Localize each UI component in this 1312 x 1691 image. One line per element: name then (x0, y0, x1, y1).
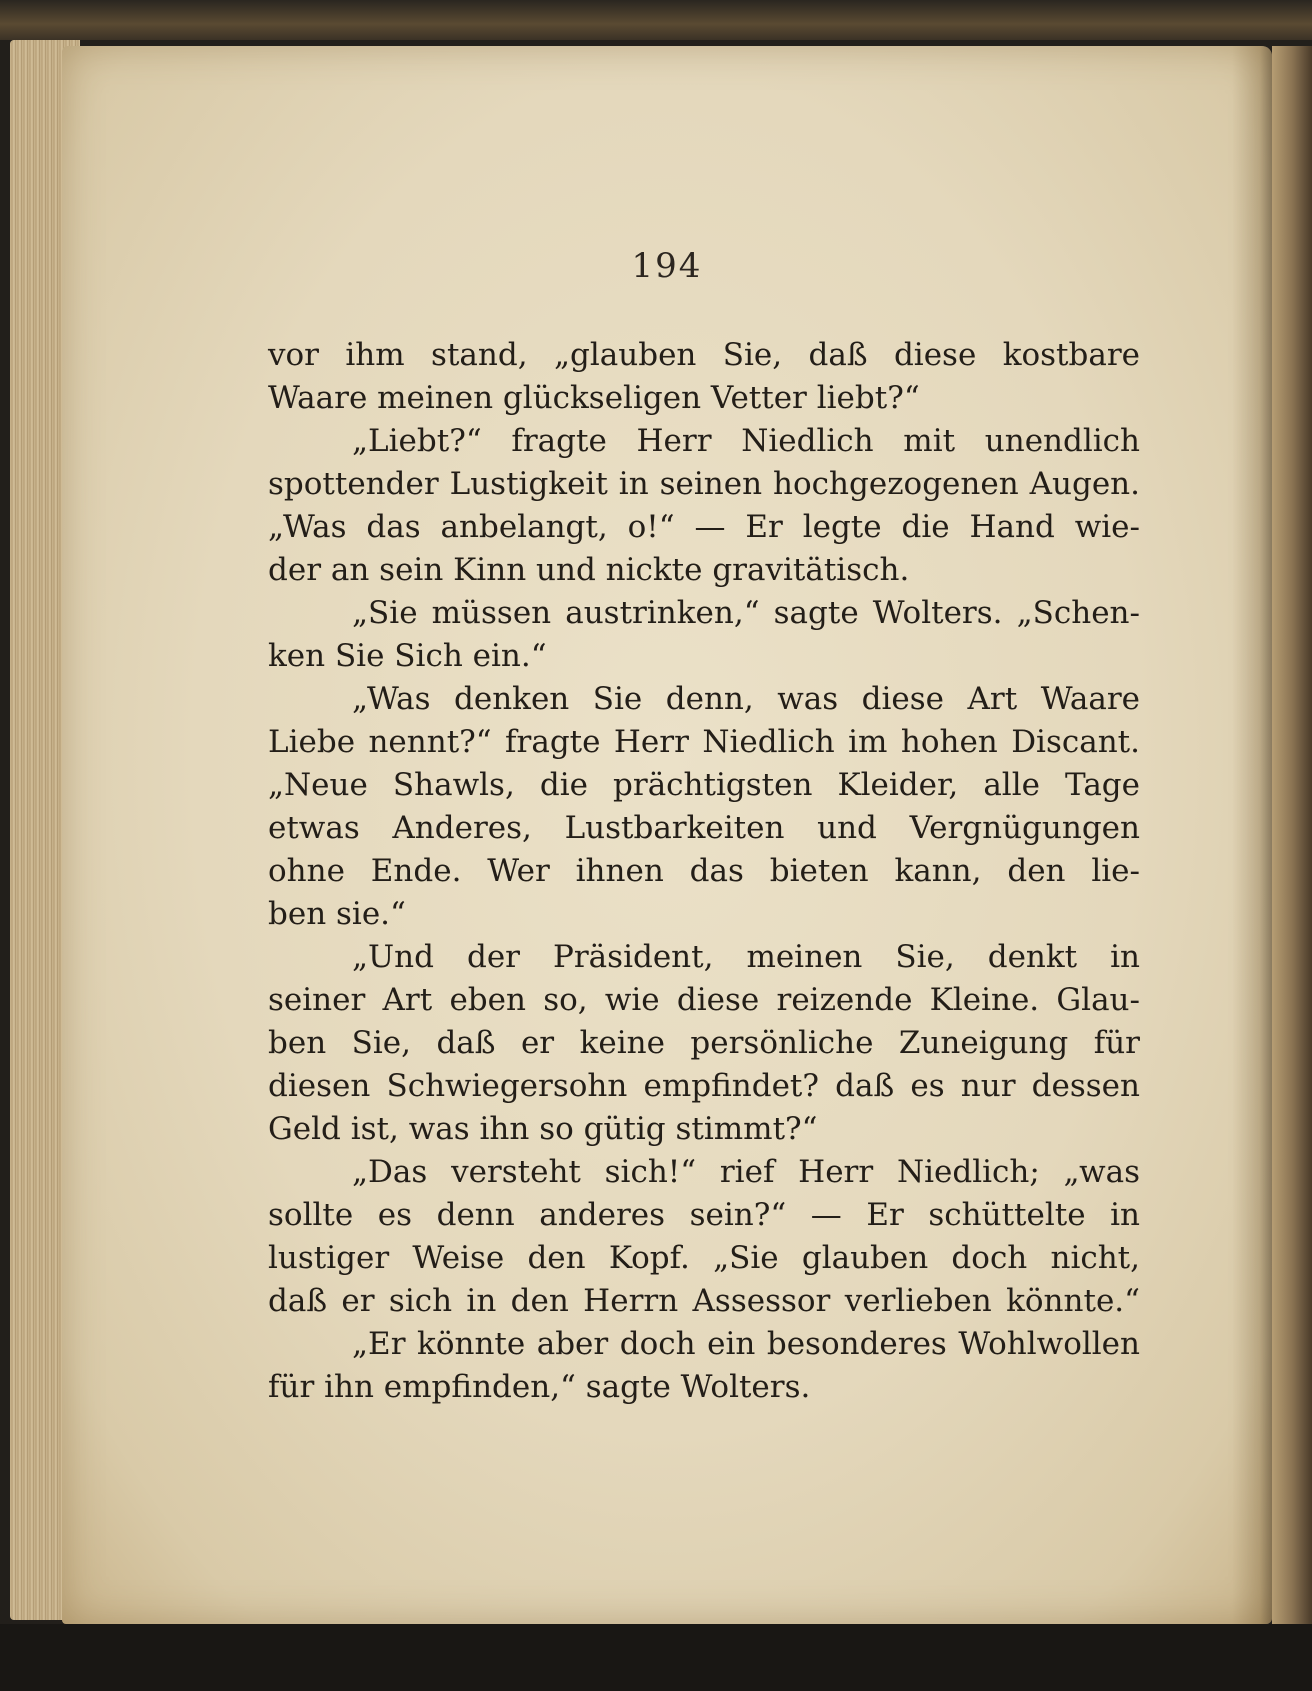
text-line: für ihn empfinden,“ sagte Wolters. (268, 1369, 811, 1405)
text-line: „Und der Präsident, meinen Sie, denkt in (352, 939, 1140, 975)
text-line: ben sie.“ (268, 896, 406, 932)
text-line: „Er könnte aber doch ein besonderes Wohlwollen (352, 1326, 1140, 1362)
book-top-edge (0, 0, 1312, 40)
text-line: „Sie müssen austrinken,“ sagte Wolters. „Schen- (352, 595, 1140, 631)
text-line: „Neue Shawls, die prächtigsten Kleider, alle Tage (268, 767, 1140, 803)
text-line: der an sein Kinn und nickte gravitätisch. (268, 552, 910, 588)
text-line: „Das versteht sich!“ rief Herr Niedlich; „was (352, 1154, 1140, 1190)
text-line: seiner Art eben so, wie diese reizende Kleine. Glau- (268, 982, 1140, 1018)
page-text (268, 334, 1140, 1409)
text-line: Waare meinen glückseligen Vetter liebt?“ (268, 380, 920, 416)
book-bottom-edge (0, 1624, 1312, 1691)
text-line: „Liebt?“ fragte Herr Niedlich mit unendlich (352, 423, 1140, 459)
text-line: spottender Lustigkeit in seinen hochgezogenen Augen. (268, 466, 1140, 502)
text-line: Liebe nennt?“ fragte Herr Niedlich im hohen Discant. (268, 724, 1140, 760)
text-line: Geld ist, was ihn so gütig stimmt?“ (268, 1111, 818, 1147)
text-line: „Was denken Sie denn, was diese Art Waare (352, 681, 1140, 717)
text-line: ohne Ende. Wer ihnen das bieten kann, den lie- (268, 853, 1140, 889)
text-line: „Was das anbelangt, o!“ — Er legte die Hand wie- (268, 509, 1140, 545)
book-right-edge (1272, 46, 1312, 1624)
text-line: ben Sie, daß er keine persönliche Zuneigung für (268, 1025, 1140, 1061)
text-line: vor ihm stand, „glauben Sie, daß diese kostbare (268, 337, 1140, 373)
text-line: etwas Anderes, Lustbarkeiten und Vergnügungen (268, 810, 1140, 846)
text-line: lustiger Weise den Kopf. „Sie glauben doch nicht, (268, 1240, 1140, 1276)
text-line: daß er sich in den Herrn Assessor verlieben könnte.“ (268, 1283, 1140, 1319)
text-line: ken Sie Sich ein.“ (268, 638, 547, 674)
book-page (62, 46, 1272, 1624)
text-line: diesen Schwiegersohn empfindet? daß es nur dessen (268, 1068, 1140, 1104)
page-number: 194 (631, 246, 703, 286)
text-line: sollte es denn anderes sein?“ — Er schüttelte in (268, 1197, 1140, 1233)
